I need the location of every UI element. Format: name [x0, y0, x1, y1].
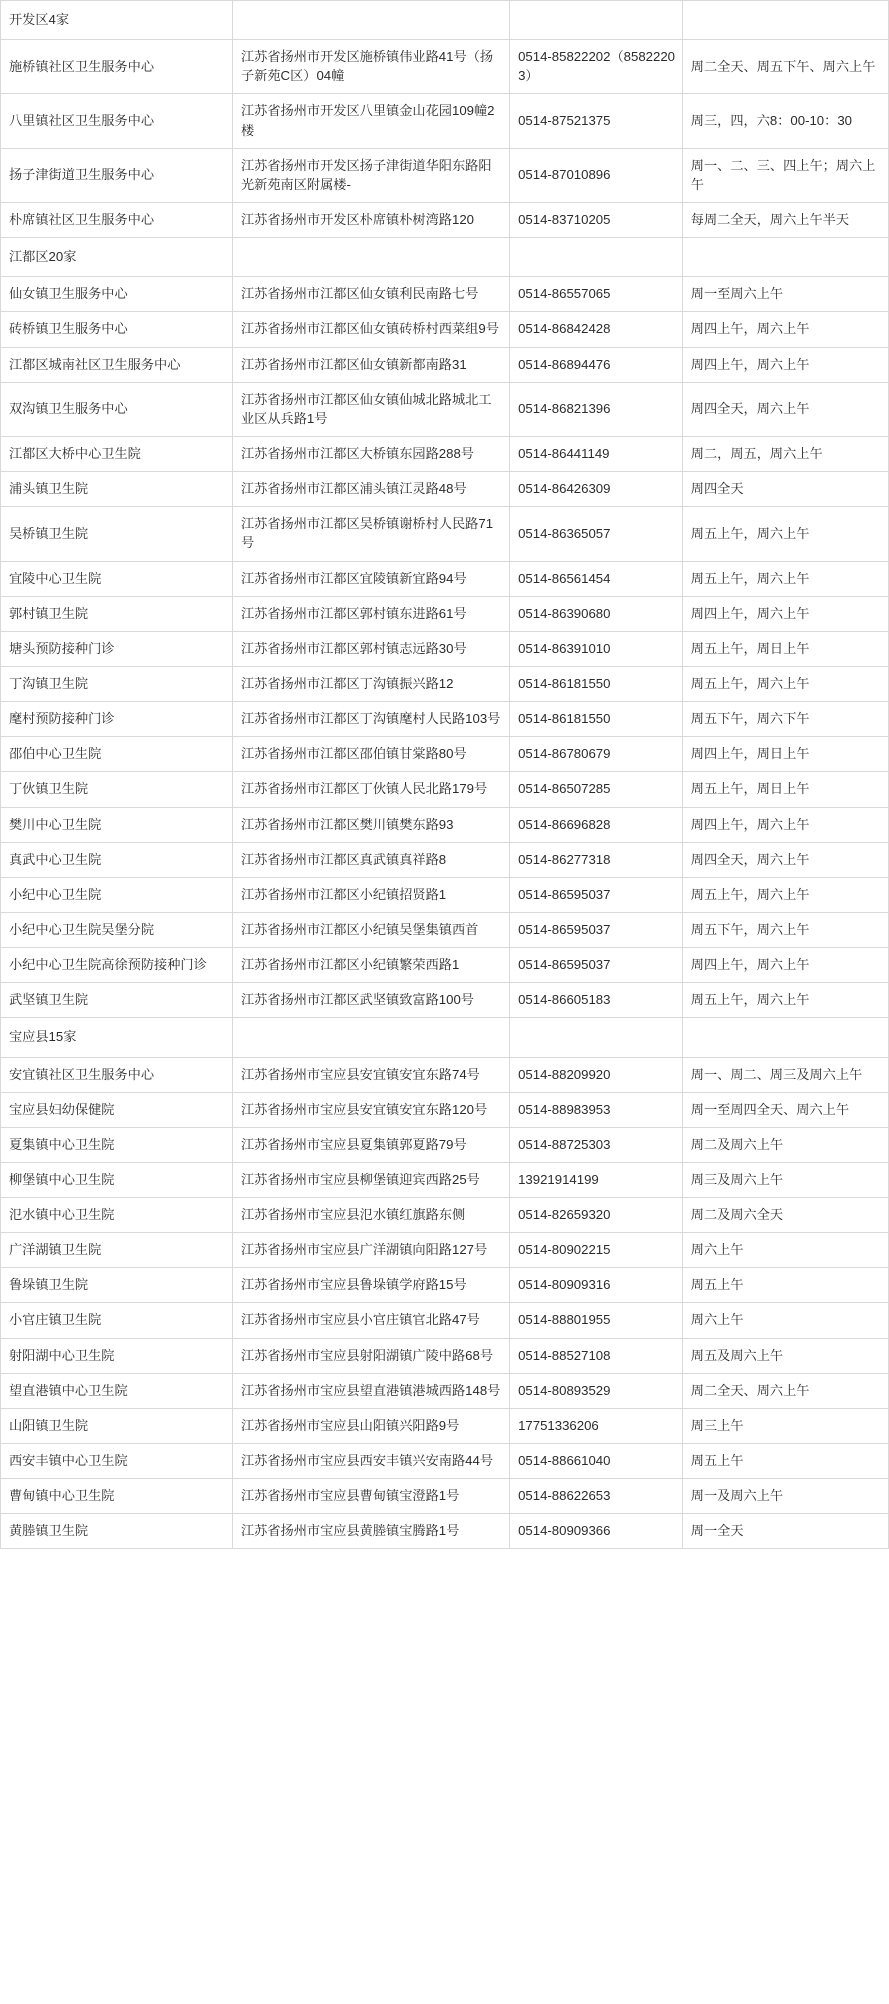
table-row	[1, 382, 889, 436]
table-row	[1, 1408, 889, 1443]
clinic-name-cell: 八里镇社区卫生服务中心	[1, 94, 233, 148]
clinic-address-cell: 江苏省扬州市宝应县西安丰镇兴安南路44号	[232, 1444, 509, 1479]
clinic-name-cell: 小纪中心卫生院吴堡分院	[1, 912, 233, 947]
clinic-name-cell: 邵伯中心卫生院	[1, 737, 233, 772]
clinic-address-cell: 江苏省扬州市宝应县小官庄镇官北路47号	[232, 1303, 509, 1338]
clinic-phone-cell: 0514-88622653	[510, 1479, 683, 1514]
clinic-name-cell: 广洋湖镇卫生院	[1, 1233, 233, 1268]
clinic-name-cell: 砖桥镇卫生服务中心	[1, 312, 233, 347]
table-section-row	[1, 1, 889, 40]
clinic-address-cell: 江苏省扬州市江都区丁沟镇振兴路12	[232, 666, 509, 701]
clinic-phone-cell: 0514-87010896	[510, 148, 683, 202]
clinic-hours-cell: 周二全天、周五下午、周六上午	[682, 40, 888, 94]
clinic-name-cell: 江都区城南社区卫生服务中心	[1, 347, 233, 382]
clinic-address-cell: 江苏省扬州市开发区扬子津街道华阳东路阳光新苑南区附属楼-	[232, 148, 509, 202]
clinic-hours-cell: 周五上午，周六上午	[682, 561, 888, 596]
clinic-hours-cell: 周二及周六上午	[682, 1127, 888, 1162]
clinic-phone-cell: 0514-86181550	[510, 702, 683, 737]
clinic-name-cell: 氾水镇中心卫生院	[1, 1198, 233, 1233]
clinic-phone-cell: 0514-86390680	[510, 596, 683, 631]
clinic-phone-cell: 0514-80909316	[510, 1268, 683, 1303]
clinic-name-cell: 黄塍镇卫生院	[1, 1514, 233, 1549]
clinic-name-cell: 小官庄镇卫生院	[1, 1303, 233, 1338]
clinic-hours-cell: 周五上午，周六上午	[682, 507, 888, 561]
clinic-hours-cell: 周三及周六上午	[682, 1162, 888, 1197]
table-section-row	[1, 1018, 889, 1057]
clinic-address-cell: 江苏省扬州市江都区樊川镇樊东路93	[232, 807, 509, 842]
clinic-hours-cell: 周六上午	[682, 1233, 888, 1268]
clinic-address-cell: 江苏省扬州市江都区小纪镇吴堡集镇西首	[232, 912, 509, 947]
clinic-hours-cell: 周一、周二、周三及周六上午	[682, 1057, 888, 1092]
clinic-phone-cell: 0514-82659320	[510, 1198, 683, 1233]
clinic-hours-cell: 周六上午	[682, 1303, 888, 1338]
table-row	[1, 94, 889, 148]
clinic-name-cell: 小纪中心卫生院	[1, 877, 233, 912]
clinic-name-cell: 双沟镇卫生服务中心	[1, 382, 233, 436]
clinic-hours-cell: 周五下午，周六下午	[682, 702, 888, 737]
clinic-name-cell: 浦头镇卫生院	[1, 472, 233, 507]
table-row	[1, 507, 889, 561]
clinic-phone-cell: 0514-86181550	[510, 666, 683, 701]
clinic-address-cell: 江苏省扬州市江都区真武镇真祥路8	[232, 842, 509, 877]
clinic-hours-cell: 周五上午	[682, 1268, 888, 1303]
clinic-hours-cell: 周五上午，周六上午	[682, 877, 888, 912]
section-empty-hours	[682, 238, 888, 277]
clinic-address-cell: 江苏省扬州市江都区武坚镇致富路100号	[232, 983, 509, 1018]
clinic-phone-cell: 0514-86391010	[510, 631, 683, 666]
clinic-address-cell: 江苏省扬州市江都区郭村镇东进路61号	[232, 596, 509, 631]
clinic-address-cell: 江苏省扬州市宝应县广洋湖镇向阳路127号	[232, 1233, 509, 1268]
table-row	[1, 1162, 889, 1197]
clinic-address-cell: 江苏省扬州市宝应县曹甸镇宝澄路1号	[232, 1479, 509, 1514]
table-row	[1, 202, 889, 237]
clinic-phone-cell: 0514-87521375	[510, 94, 683, 148]
clinic-hours-cell: 周四上午，周六上午	[682, 948, 888, 983]
table-row	[1, 1127, 889, 1162]
clinic-phone-cell: 0514-88527108	[510, 1338, 683, 1373]
clinic-address-cell: 江苏省扬州市江都区邵伯镇甘棠路80号	[232, 737, 509, 772]
clinic-phone-cell: 0514-86595037	[510, 912, 683, 947]
section-label: 宝应县15家	[1, 1018, 233, 1057]
clinic-phone-cell: 0514-86696828	[510, 807, 683, 842]
clinic-address-cell: 江苏省扬州市宝应县安宜镇安宜东路120号	[232, 1092, 509, 1127]
section-empty-addr	[232, 238, 509, 277]
clinic-name-cell: 朴席镇社区卫生服务中心	[1, 202, 233, 237]
clinic-phone-cell: 0514-86842428	[510, 312, 683, 347]
clinic-address-cell: 江苏省扬州市开发区八里镇金山花园109幢2楼	[232, 94, 509, 148]
table-row	[1, 312, 889, 347]
table-row	[1, 1303, 889, 1338]
table-row	[1, 1233, 889, 1268]
section-empty-phone	[510, 1018, 683, 1057]
clinic-hours-cell: 周四上午，周六上午	[682, 596, 888, 631]
clinic-hours-cell: 每周二全天，周六上午半天	[682, 202, 888, 237]
clinic-hours-cell: 周四全天	[682, 472, 888, 507]
section-empty-addr	[232, 1, 509, 40]
clinic-phone-cell: 0514-80902215	[510, 1233, 683, 1268]
table-row	[1, 807, 889, 842]
clinic-hours-cell: 周三上午	[682, 1408, 888, 1443]
clinic-name-cell: 武坚镇卫生院	[1, 983, 233, 1018]
clinic-phone-cell: 0514-86894476	[510, 347, 683, 382]
clinic-name-cell: 西安丰镇中心卫生院	[1, 1444, 233, 1479]
table-row	[1, 1444, 889, 1479]
clinic-name-cell: 麾村预防接种门诊	[1, 702, 233, 737]
clinic-name-cell: 射阳湖中心卫生院	[1, 1338, 233, 1373]
table-row	[1, 1198, 889, 1233]
clinic-phone-cell: 0514-80909366	[510, 1514, 683, 1549]
clinic-hours-cell: 周一及周六上午	[682, 1479, 888, 1514]
clinic-name-cell: 山阳镇卫生院	[1, 1408, 233, 1443]
clinic-name-cell: 安宜镇社区卫生服务中心	[1, 1057, 233, 1092]
clinic-phone-cell: 0514-88209920	[510, 1057, 683, 1092]
section-empty-phone	[510, 238, 683, 277]
clinic-phone-cell: 0514-86595037	[510, 877, 683, 912]
table-row	[1, 983, 889, 1018]
clinic-phone-cell: 0514-88661040	[510, 1444, 683, 1479]
table-row	[1, 148, 889, 202]
clinic-name-cell: 望直港镇中心卫生院	[1, 1373, 233, 1408]
clinic-address-cell: 江苏省扬州市宝应县山阳镇兴阳路9号	[232, 1408, 509, 1443]
table-row	[1, 1057, 889, 1092]
clinic-hours-cell: 周三，四，六8：00-10：30	[682, 94, 888, 148]
clinic-address-cell: 江苏省扬州市宝应县望直港镇港城西路148号	[232, 1373, 509, 1408]
clinic-address-cell: 江苏省扬州市江都区大桥镇东园路288号	[232, 436, 509, 471]
clinic-address-cell: 江苏省扬州市宝应县柳堡镇迎宾西路25号	[232, 1162, 509, 1197]
clinic-name-cell: 丁沟镇卫生院	[1, 666, 233, 701]
table-body	[1, 1, 889, 1549]
clinic-hours-cell: 周二全天、周六上午	[682, 1373, 888, 1408]
clinic-phone-cell: 0514-86365057	[510, 507, 683, 561]
table-row	[1, 631, 889, 666]
table-row	[1, 1479, 889, 1514]
clinic-name-cell: 夏集镇中心卫生院	[1, 1127, 233, 1162]
clinic-name-cell: 扬子津街道卫生服务中心	[1, 148, 233, 202]
clinic-phone-cell: 0514-86595037	[510, 948, 683, 983]
clinic-address-cell: 江苏省扬州市宝应县夏集镇郭夏路79号	[232, 1127, 509, 1162]
clinic-phone-cell: 0514-86426309	[510, 472, 683, 507]
clinic-name-cell: 曹甸镇中心卫生院	[1, 1479, 233, 1514]
clinic-hours-cell: 周五上午，周六上午	[682, 666, 888, 701]
clinic-name-cell: 塘头预防接种门诊	[1, 631, 233, 666]
clinic-address-cell: 江苏省扬州市江都区小纪镇繁荣西路1	[232, 948, 509, 983]
clinic-address-cell: 江苏省扬州市江都区仙女镇新都南路31	[232, 347, 509, 382]
clinic-name-cell: 江都区大桥中心卫生院	[1, 436, 233, 471]
clinic-phone-cell: 13921914199	[510, 1162, 683, 1197]
clinic-name-cell: 丁伙镇卫生院	[1, 772, 233, 807]
table-row	[1, 737, 889, 772]
clinic-address-cell: 江苏省扬州市江都区仙女镇仙城北路城北工业区从兵路1号	[232, 382, 509, 436]
clinic-phone-cell: 0514-86507285	[510, 772, 683, 807]
clinic-name-cell: 鲁垛镇卫生院	[1, 1268, 233, 1303]
section-empty-hours	[682, 1018, 888, 1057]
clinic-phone-cell: 0514-86557065	[510, 277, 683, 312]
section-empty-addr	[232, 1018, 509, 1057]
table-row	[1, 666, 889, 701]
clinic-address-cell: 江苏省扬州市宝应县安宜镇安宜东路74号	[232, 1057, 509, 1092]
clinic-phone-cell: 0514-88725303	[510, 1127, 683, 1162]
clinic-address-cell: 江苏省扬州市江都区宜陵镇新宜路94号	[232, 561, 509, 596]
clinic-address-cell: 江苏省扬州市宝应县鲁垛镇学府路15号	[232, 1268, 509, 1303]
clinic-phone-cell: 0514-86821396	[510, 382, 683, 436]
clinic-name-cell: 施桥镇社区卫生服务中心	[1, 40, 233, 94]
clinic-hours-cell: 周一全天	[682, 1514, 888, 1549]
clinic-phone-cell: 0514-83710205	[510, 202, 683, 237]
section-empty-hours	[682, 1, 888, 40]
clinic-phone-cell: 0514-86441149	[510, 436, 683, 471]
table-row	[1, 912, 889, 947]
table-row	[1, 948, 889, 983]
clinic-name-cell: 吴桥镇卫生院	[1, 507, 233, 561]
clinic-phone-cell: 0514-86605183	[510, 983, 683, 1018]
clinic-address-cell: 江苏省扬州市江都区丁沟镇麾村人民路103号	[232, 702, 509, 737]
table-row	[1, 1092, 889, 1127]
clinic-address-cell: 江苏省扬州市江都区浦头镇江灵路48号	[232, 472, 509, 507]
section-label: 开发区4家	[1, 1, 233, 40]
table-row	[1, 561, 889, 596]
clinic-name-cell: 樊川中心卫生院	[1, 807, 233, 842]
clinic-address-cell: 江苏省扬州市江都区小纪镇招贤路1	[232, 877, 509, 912]
table-section-row	[1, 238, 889, 277]
clinic-hours-cell: 周五上午，周日上午	[682, 631, 888, 666]
clinic-hours-cell: 周一至周六上午	[682, 277, 888, 312]
clinic-address-cell: 江苏省扬州市江都区吴桥镇谢桥村人民路71号	[232, 507, 509, 561]
clinic-hours-cell: 周一至周四全天、周六上午	[682, 1092, 888, 1127]
clinic-hours-cell: 周五上午，周日上午	[682, 772, 888, 807]
table-row	[1, 596, 889, 631]
clinic-hours-cell: 周四上午，周六上午	[682, 347, 888, 382]
clinic-phone-cell: 17751336206	[510, 1408, 683, 1443]
clinic-phone-cell: 0514-85822202（85822203）	[510, 40, 683, 94]
clinic-phone-cell: 0514-86561454	[510, 561, 683, 596]
clinic-hours-cell: 周四全天，周六上午	[682, 382, 888, 436]
clinic-name-cell: 小纪中心卫生院高徐预防接种门诊	[1, 948, 233, 983]
clinic-phone-cell: 0514-80893529	[510, 1373, 683, 1408]
section-label: 江都区20家	[1, 238, 233, 277]
clinic-name-cell: 真武中心卫生院	[1, 842, 233, 877]
clinic-hours-cell: 周五上午，周六上午	[682, 983, 888, 1018]
table-row	[1, 1268, 889, 1303]
clinic-hours-cell: 周四上午，周六上午	[682, 807, 888, 842]
table-row	[1, 1373, 889, 1408]
table-row	[1, 772, 889, 807]
clinic-hours-cell: 周五下午，周六上午	[682, 912, 888, 947]
clinic-address-cell: 江苏省扬州市江都区仙女镇利民南路七号	[232, 277, 509, 312]
clinic-address-cell: 江苏省扬州市开发区施桥镇伟业路41号（扬子新苑C区）04幢	[232, 40, 509, 94]
clinic-address-cell: 江苏省扬州市宝应县氾水镇红旗路东侧	[232, 1198, 509, 1233]
clinic-phone-cell: 0514-88801955	[510, 1303, 683, 1338]
clinic-address-cell: 江苏省扬州市江都区丁伙镇人民北路179号	[232, 772, 509, 807]
clinic-address-cell: 江苏省扬州市江都区郭村镇志远路30号	[232, 631, 509, 666]
clinic-phone-cell: 0514-88983953	[510, 1092, 683, 1127]
table-row	[1, 842, 889, 877]
table-row	[1, 1338, 889, 1373]
clinic-hours-cell: 周五及周六上午	[682, 1338, 888, 1373]
table-row	[1, 436, 889, 471]
table-row	[1, 277, 889, 312]
clinic-hours-cell: 周一、二、三、四上午；周六上午	[682, 148, 888, 202]
clinic-phone-cell: 0514-86780679	[510, 737, 683, 772]
clinic-address-cell: 江苏省扬州市宝应县射阳湖镇广陵中路68号	[232, 1338, 509, 1373]
clinic-hours-cell: 周二，周五，周六上午	[682, 436, 888, 471]
table-row	[1, 1514, 889, 1549]
table-row	[1, 702, 889, 737]
clinic-address-cell: 江苏省扬州市江都区仙女镇砖桥村西菜组9号	[232, 312, 509, 347]
table-row	[1, 40, 889, 94]
clinic-name-cell: 宜陵中心卫生院	[1, 561, 233, 596]
clinic-hours-cell: 周四上午，周日上午	[682, 737, 888, 772]
clinic-hours-cell: 周五上午	[682, 1444, 888, 1479]
section-empty-phone	[510, 1, 683, 40]
table-row	[1, 877, 889, 912]
table-row	[1, 347, 889, 382]
clinic-name-cell: 仙女镇卫生服务中心	[1, 277, 233, 312]
clinic-name-cell: 柳堡镇中心卫生院	[1, 1162, 233, 1197]
clinic-hours-cell: 周四上午，周六上午	[682, 312, 888, 347]
clinic-address-cell: 江苏省扬州市开发区朴席镇朴树湾路120	[232, 202, 509, 237]
clinic-name-cell: 宝应县妇幼保健院	[1, 1092, 233, 1127]
clinic-hours-cell: 周四全天，周六上午	[682, 842, 888, 877]
clinic-name-cell: 郭村镇卫生院	[1, 596, 233, 631]
clinic-address-cell: 江苏省扬州市宝应县黄塍镇宝腾路1号	[232, 1514, 509, 1549]
table-row	[1, 472, 889, 507]
clinic-phone-cell: 0514-86277318	[510, 842, 683, 877]
clinic-hours-cell: 周二及周六全天	[682, 1198, 888, 1233]
